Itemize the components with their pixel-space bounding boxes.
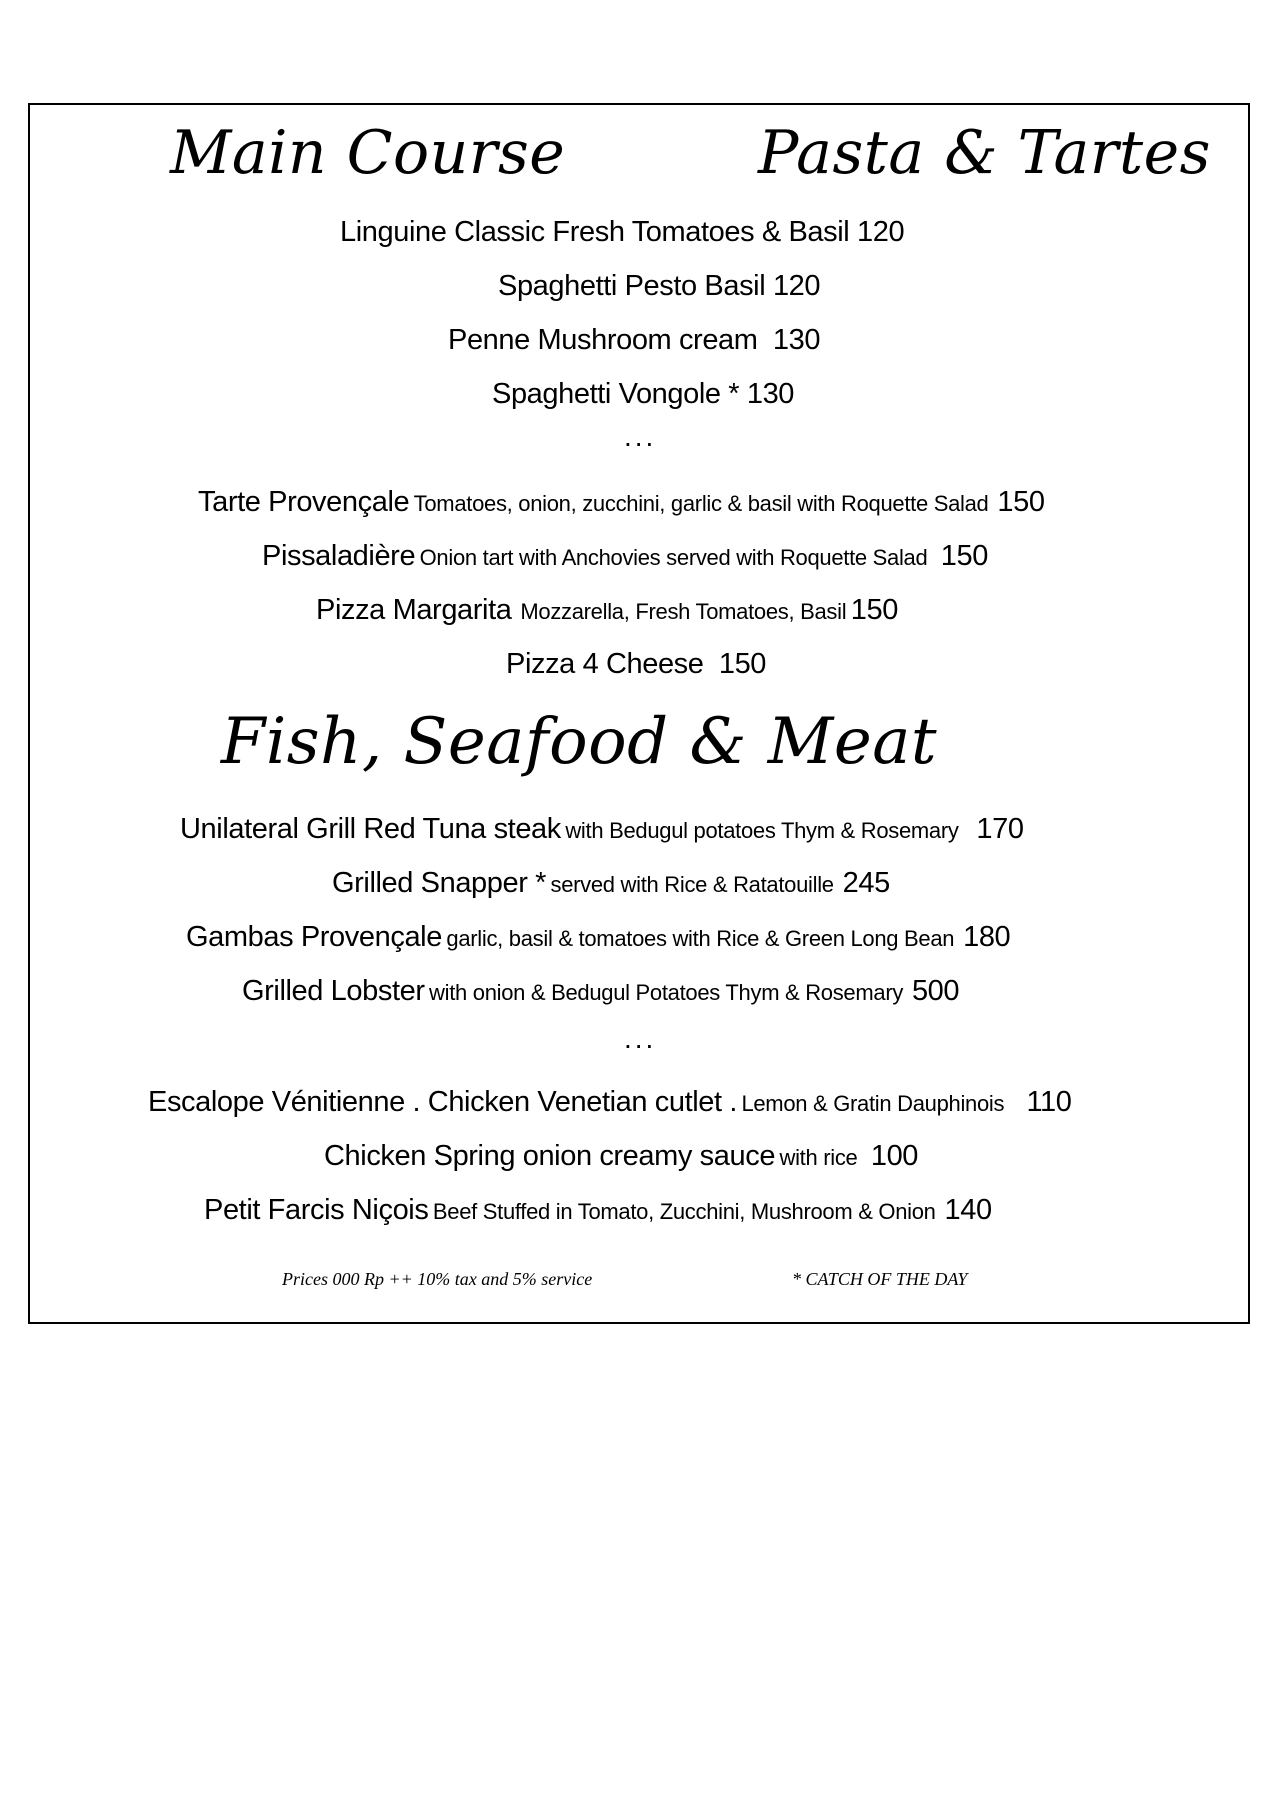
item-description: with rice [779, 1145, 858, 1170]
item-description: served with Rice & Ratatouille [550, 872, 834, 897]
item-price: 170 [976, 813, 1024, 845]
prices-note: Prices 000 Rp ++ 10% tax and 5% service [282, 1269, 593, 1289]
heading-pasta-tartes: Pasta & Tartes [758, 118, 1211, 188]
item-name: Chicken Spring onion creamy sauce [324, 1140, 776, 1172]
menu-item-tarte [506, 650, 766, 679]
menu-item-tarte [198, 488, 1045, 517]
item-price: 500 [911, 975, 960, 1007]
item-name: Gambas Provençale [186, 921, 442, 953]
item-price: 110 [1026, 1086, 1072, 1118]
item-name: Spaghetti Pesto Basil [498, 270, 766, 302]
item-price: 130 [772, 324, 821, 356]
menu-item-pasta [498, 272, 820, 301]
separator-dots: ... [624, 1023, 657, 1054]
item-name: Linguine Classic Fresh Tomatoes & Basil [340, 216, 850, 248]
menu-item-tarte [262, 542, 988, 571]
item-price: 150 [940, 540, 988, 572]
item-price: 245 [842, 867, 890, 899]
menu-item-fish [186, 923, 1010, 952]
item-price: 130 [746, 378, 795, 410]
menu-item-fish [180, 815, 1024, 844]
item-price: 120 [772, 270, 821, 302]
menu-item-meat [148, 1088, 1071, 1117]
item-description: with onion & Bedugul Potatoes Thym & Rosemary [429, 980, 904, 1005]
catch-of-the-day-note: * CATCH OF THE DAY [792, 1269, 968, 1289]
item-name: Escalope Vénitienne . Chicken Venetian cutlet . [148, 1086, 737, 1118]
item-description: with Bedugul potatoes Thym & Rosemary [565, 818, 959, 843]
item-price: 150 [997, 486, 1045, 518]
heading-main-course: Main Course [170, 118, 566, 188]
heading-fish-seafood-meat: Fish, Seafood & Meat [220, 705, 938, 779]
item-price: 150 [718, 648, 767, 680]
menu-item-fish [242, 977, 959, 1006]
item-name: Penne Mushroom cream [448, 324, 758, 356]
item-name: Petit Farcis Niçois [204, 1194, 429, 1226]
menu-item-tarte [316, 596, 898, 625]
item-description: Tomatoes, onion, zucchini, garlic & basil with Roquette Salad [413, 491, 989, 516]
item-description: Onion tart with Anchovies served with Roquette Salad [419, 545, 928, 570]
item-description: Lemon & Gratin Dauphinois [741, 1091, 1005, 1116]
item-price: 120 [857, 216, 905, 248]
item-price: 140 [944, 1194, 992, 1226]
item-name: Spaghetti Vongole * [492, 378, 740, 410]
item-name: Pizza Margarita [316, 594, 512, 626]
item-name: Grilled Snapper * [332, 867, 547, 899]
item-description: Beef Stuffed in Tomato, Zucchini, Mushroom & Onion [432, 1199, 936, 1224]
item-name: Grilled Lobster [242, 975, 425, 1007]
item-price: 180 [963, 921, 1011, 953]
item-description: Mozzarella, Fresh Tomatoes, Basil [520, 599, 847, 624]
menu-item-pasta [448, 326, 820, 355]
item-description: garlic, basil & tomatoes with Rice & Green Long Bean [446, 926, 955, 951]
menu-item-pasta [340, 218, 904, 247]
item-name: Tarte Provençale [198, 486, 410, 518]
menu-item-meat [324, 1142, 918, 1171]
menu-item-pasta [492, 380, 794, 409]
item-name: Unilateral Grill Red Tuna steak [180, 813, 561, 845]
item-price: 100 [870, 1140, 919, 1172]
item-name: Pissaladière [262, 540, 416, 572]
menu-item-fish [332, 869, 890, 898]
item-name: Pizza 4 Cheese [506, 648, 704, 680]
menu-item-meat [204, 1196, 992, 1225]
item-price: 150 [850, 594, 898, 626]
menu-frame [28, 103, 1250, 1324]
separator-dots: ... [624, 421, 657, 452]
